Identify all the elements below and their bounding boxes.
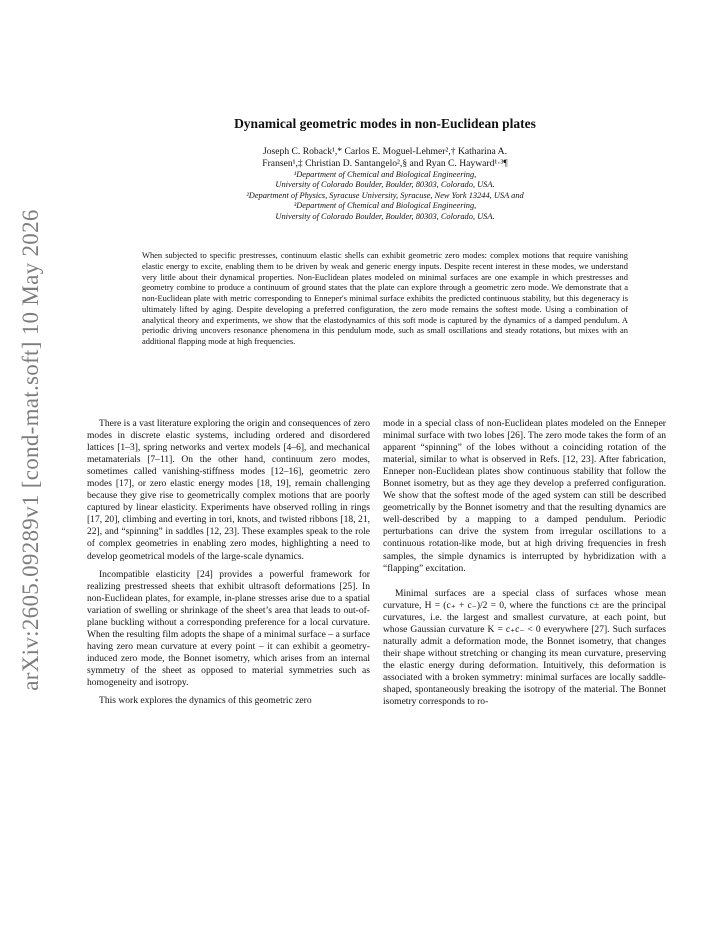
arxiv-sidebar (11, 209, 51, 691)
abstract (142, 250, 628, 347)
body-paragraph: Incompatible elasticity [24] provides a powerful framework for realizing prestressed sheets that exhibit ultrasoft deformations [25]. In non-Euclidean plates, for example, in-plane stresses arise due to a spatial variation of swelling or shrinkage of the sheet’s area that leads to out-of-plane buckling without a corresponding preference for a local curvature. When the resulting film adopts the shape of a minimal surface – a surface having zero mean curvature at every point – it can exhibit a geometry-induced zero mode, the Bonnet isometry, which arises from an internal symmetry of the sheet as opposed to material symmetries such as homogeneity and isotropy. (87, 568, 370, 688)
author-line: Fransen¹,‡ Christian D. Santangelo²,§ and Ryan C. Hayward¹·³¶ (262, 157, 508, 169)
arxiv-identifier: arXiv:2605.09289v1 [cond-mat.soft] 10 May 2026 (18, 209, 43, 691)
body-paragraph: This work explores the dynamics of this geometric zero (99, 695, 312, 707)
body-paragraph: There is a vast literature exploring the origin and consequences of zero modes in discrete elastic systems, including ordered and disordered lattices [1–3], spring networks and vertex models [4–6], and mechanical metamaterials [7–11]. On the other hand, continuum zero modes, sometimes called vanishing-stiffness modes [12–16], geometric zero modes [17], or zero elastic energy modes [18, 19], remain challenging because they give rise to geometrically complex motions that are poorly captured by linear elasticity. Experiments have observed rolling in rings [17, 20], climbing and everting in tori, knots, and twisted ribbons [18, 21, 22], and “spinning” in saddles [12, 23]. These examples speak to the role of complex geometries in enabling zero modes, highlighting a need to develop geometrical models of the large-scale dynamics. (87, 418, 370, 562)
author-block (140, 146, 630, 223)
affiliation-line: University of Colorado Boulder, Boulder, 80303, Colorado, USA. (275, 211, 495, 221)
paper-title: Dynamical geometric modes in non-Euclidean plates (234, 116, 536, 131)
affiliation-line: ²Department of Physics, Syracuse University, Syracuse, New York 13244, USA and (246, 190, 524, 200)
right-column (383, 418, 666, 708)
body-paragraph: mode in a special class of non-Euclidean plates modeled on the Enneper minimal surface with two lobes [26]. The zero mode takes the form of an apparent “spinning” of the lobes without a coinciding rotation of the material, similar to what is observed in Refs. [12, 23]. After fabrication, Enneper non-Euclidean plates show continuous stability that follow the Bonnet isometry, but as they age they develop a preferred configuration. We show that the softest mode of the aged system can still be described geometrically by the Bonnet isometry and that the resulting dynamics are well-described by a mapping to a damped pendulum. Periodic perturbations can drive the system from irregular oscillations to a continuous rotation-like mode, but at high driving frequencies in fresh samples, the simple dynamics is interrupted by hybridization with a “flapping” excitation. (383, 418, 666, 574)
author-line: Joseph C. Roback¹,* Carlos E. Moguel-Lehmer²,† Katharina A. (263, 146, 507, 157)
affiliation-line: University of Colorado Boulder, Boulder, 80303, Colorado, USA. (275, 180, 495, 190)
affiliation-line: ³Department of Chemical and Biological Engineering, (293, 201, 477, 211)
left-column (87, 418, 370, 707)
abstract-text: When subjected to specific prestresses, continuum elastic shells can exhibit geometric zero modes: complex motions that require vanishing elastic energy to excite, enabling them to be driven by weak and generic energy inputs. Despite recent interest in these modes, we understand very little about their dynamical properties. Non-Euclidean plates modeled on minimal surfaces are one example in which prestresses and geometry combine to produce a continuum of ground states that the plate can explore through a geometric zero mode. We demonstrate that a non-Euclidean plate with metric corresponding to Enneper's minimal surface exhibits the predicted continuous stability, but this degeneracy is ultimately lifted by aging. Despite developing a preferred configuration, the zero mode remains the softest mode. Using a combination of analytical theory and experiments, we show that the elastodynamics of this soft mode is captured by the dynamics of a damped pendulum. A periodic driving uncovers resonance phenomena in this pendulum mode, such as small oscillations and steady rotations, but mixes with an additional flapping mode at high frequencies. (142, 250, 628, 346)
affiliation-line: ¹Department of Chemical and Biological Engineering, (293, 169, 477, 179)
body-paragraph: Minimal surfaces are a special class of surfaces whose mean curvature, H = (c₊ + c₋)/2 = 0, where the functions c± are the principal curvatures, i.e. the largest and smallest curvature, at each point, but whose Gaussian curvature K = c₊c₋ < 0 everywhere [27]. Such surfaces naturally admit a deformation mode, the Bonnet isometry, that changes their shape without stretching or changing its mean curvature, preserving the elastic energy during deformation. Intuitively, this deformation is associated with a broken symmetry: minimal surfaces are locally saddle-shaped, spontaneously breaking the isotropy of the material. The Bonnet isometry corresponds to ro- (383, 587, 666, 708)
